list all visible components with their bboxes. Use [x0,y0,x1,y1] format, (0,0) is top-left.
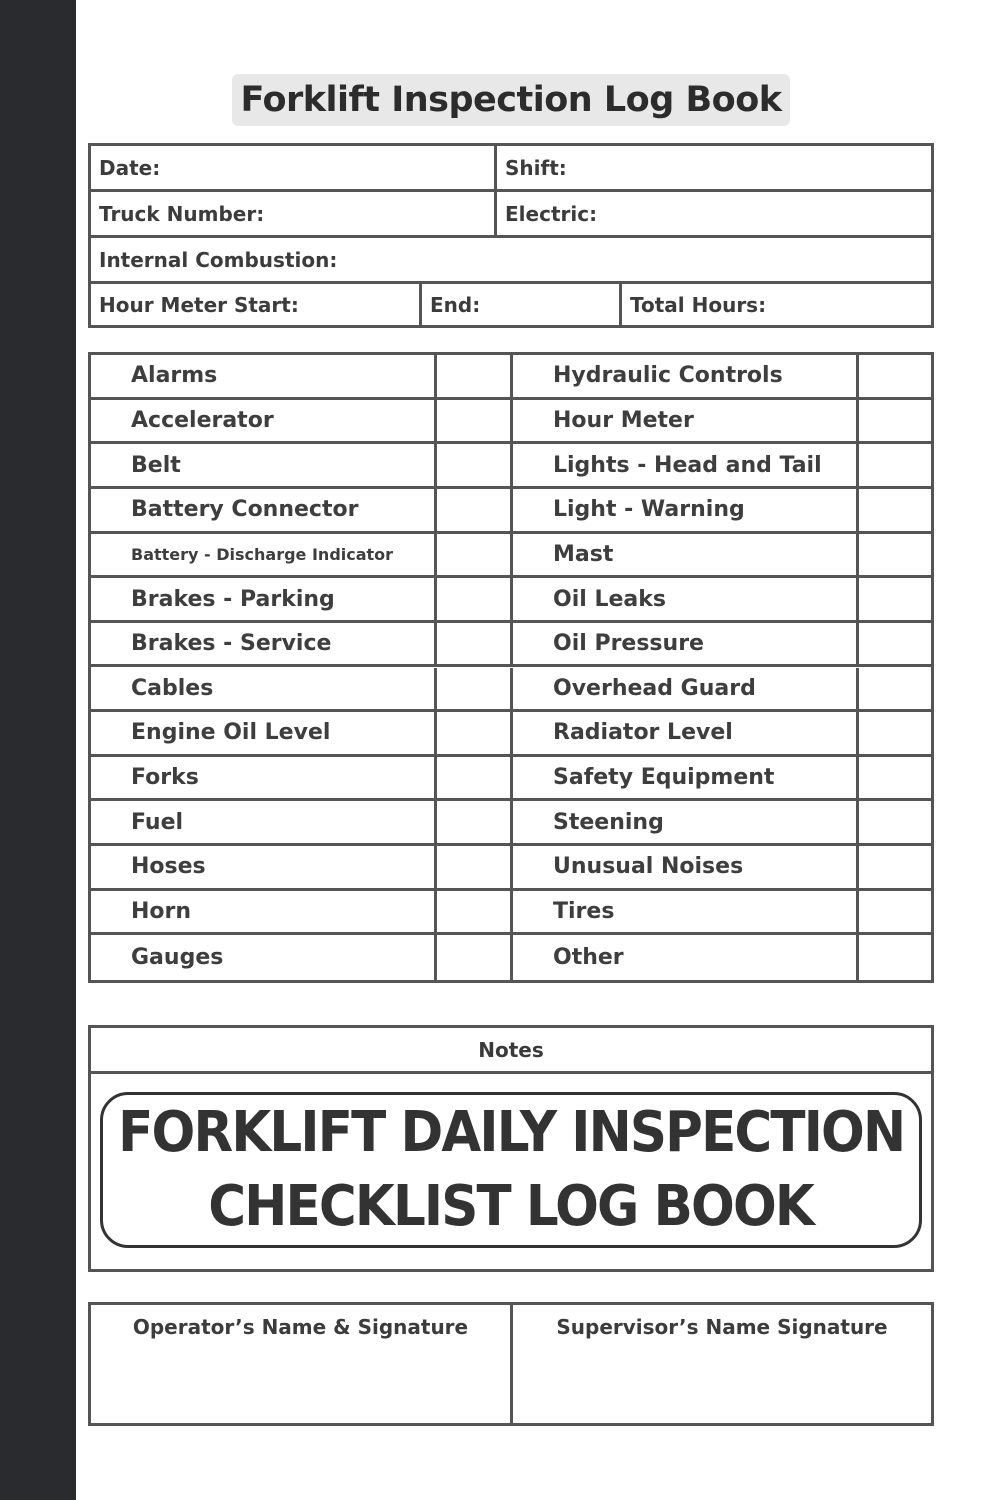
checklist-check-box[interactable] [859,444,931,486]
checklist-item-label: Belt [91,444,437,486]
book-title-badge [100,1092,922,1248]
checklist-row [91,355,931,400]
checklist-item-label: Tires [513,891,859,933]
checklist-item-label: Mast [513,534,859,576]
checklist-check-box[interactable] [437,668,513,710]
checklist-row [91,712,931,757]
shift-field[interactable]: Shift: [505,155,567,180]
checklist-item-label: Oil Pressure [513,623,859,665]
internal-combustion-field[interactable]: Internal Combustion: [99,247,338,272]
checklist-item-label: Hoses [91,846,437,888]
info-row-combustion [91,238,931,284]
checklist-row [91,846,931,891]
checklist-check-box[interactable] [437,489,513,531]
checklist-check-box[interactable] [437,846,513,888]
checklist-item-label: Engine Oil Level [91,712,437,754]
info-row-truck [91,192,931,238]
badge-line-1: FORKLIFT DAILY INSPECTION [117,1100,905,1165]
checklist-check-box[interactable] [437,400,513,442]
date-field[interactable]: Date: [91,146,497,189]
checklist-row [91,935,931,980]
inspection-checklist [88,352,934,983]
checklist-check-box[interactable] [859,668,931,710]
checklist-item-label: Other [513,935,859,980]
book-spine [0,0,76,1500]
checklist-item-label: Battery - Discharge Indicator [91,534,437,576]
checklist-item-label: Hour Meter [513,400,859,442]
checklist-item-label: Forks [91,757,437,799]
checklist-check-box[interactable] [859,534,931,576]
checklist-item-label: Accelerator [91,400,437,442]
checklist-row [91,891,931,936]
checklist-item-label: Gauges [91,935,437,980]
checklist-check-box[interactable] [859,355,931,397]
checklist-row [91,623,931,668]
checklist-item-label: Alarms [91,355,437,397]
checklist-row [91,801,931,846]
checklist-item-label: Overhead Guard [513,668,859,710]
info-row-hours [91,284,931,325]
checklist-check-box[interactable] [859,846,931,888]
total-hours-field[interactable]: Total Hours: [630,292,767,317]
checklist-item-label: Brakes - Service [91,623,437,665]
checklist-item-label: Radiator Level [513,712,859,754]
checklist-check-box[interactable] [437,578,513,620]
checklist-check-box[interactable] [859,712,931,754]
checklist-check-box[interactable] [859,891,931,933]
header-info-table [88,143,934,328]
checklist-check-box[interactable] [859,757,931,799]
checklist-item-label: Light - Warning [513,489,859,531]
checklist-item-label: Unusual Noises [513,846,859,888]
checklist-item-label: Hydraulic Controls [513,355,859,397]
checklist-check-box[interactable] [437,355,513,397]
truck-number-field[interactable]: Truck Number: [91,192,497,235]
checklist-row [91,400,931,445]
checklist-item-label: Steening [513,801,859,843]
checklist-check-box[interactable] [859,489,931,531]
checklist-check-box[interactable] [859,801,931,843]
checklist-item-label: Battery Connector [91,489,437,531]
checklist-check-box[interactable] [859,400,931,442]
checklist-row [91,757,931,802]
checklist-check-box[interactable] [437,444,513,486]
checklist-check-box[interactable] [437,712,513,754]
supervisor-signature-field[interactable]: Supervisor’s Name Signature [556,1315,888,1339]
operator-signature-field[interactable]: Operator’s Name & Signature [91,1305,513,1423]
checklist-row [91,489,931,534]
checklist-item-label: Lights - Head and Tail [513,444,859,486]
checklist-check-box[interactable] [437,623,513,665]
checklist-row [91,578,931,623]
info-row-date [91,146,931,192]
checklist-row [91,444,931,489]
notes-box [88,1025,934,1272]
checklist-check-box[interactable] [859,935,931,980]
checklist-item-label: Oil Leaks [513,578,859,620]
hour-meter-start-field[interactable]: Hour Meter Start: [91,284,422,325]
page-title: Forklift Inspection Log Book [232,74,790,126]
checklist-row [91,534,931,579]
signature-table [88,1302,934,1426]
checklist-check-box[interactable] [859,578,931,620]
checklist-check-box[interactable] [437,891,513,933]
checklist-item-label: Fuel [91,801,437,843]
checklist-item-label: Brakes - Parking [91,578,437,620]
checklist-check-box[interactable] [437,935,513,980]
checklist-item-label: Horn [91,891,437,933]
checklist-check-box[interactable] [437,801,513,843]
checklist-item-label: Cables [91,668,437,710]
checklist-row [91,668,931,713]
checklist-check-box[interactable] [437,534,513,576]
hour-meter-end-field[interactable]: End: [422,284,622,325]
checklist-item-label: Safety Equipment [513,757,859,799]
checklist-check-box[interactable] [437,757,513,799]
checklist-check-box[interactable] [859,623,931,665]
electric-field[interactable]: Electric: [505,201,598,226]
notes-label: Notes [91,1028,931,1074]
badge-line-2: CHECKLIST LOG BOOK [208,1174,814,1239]
